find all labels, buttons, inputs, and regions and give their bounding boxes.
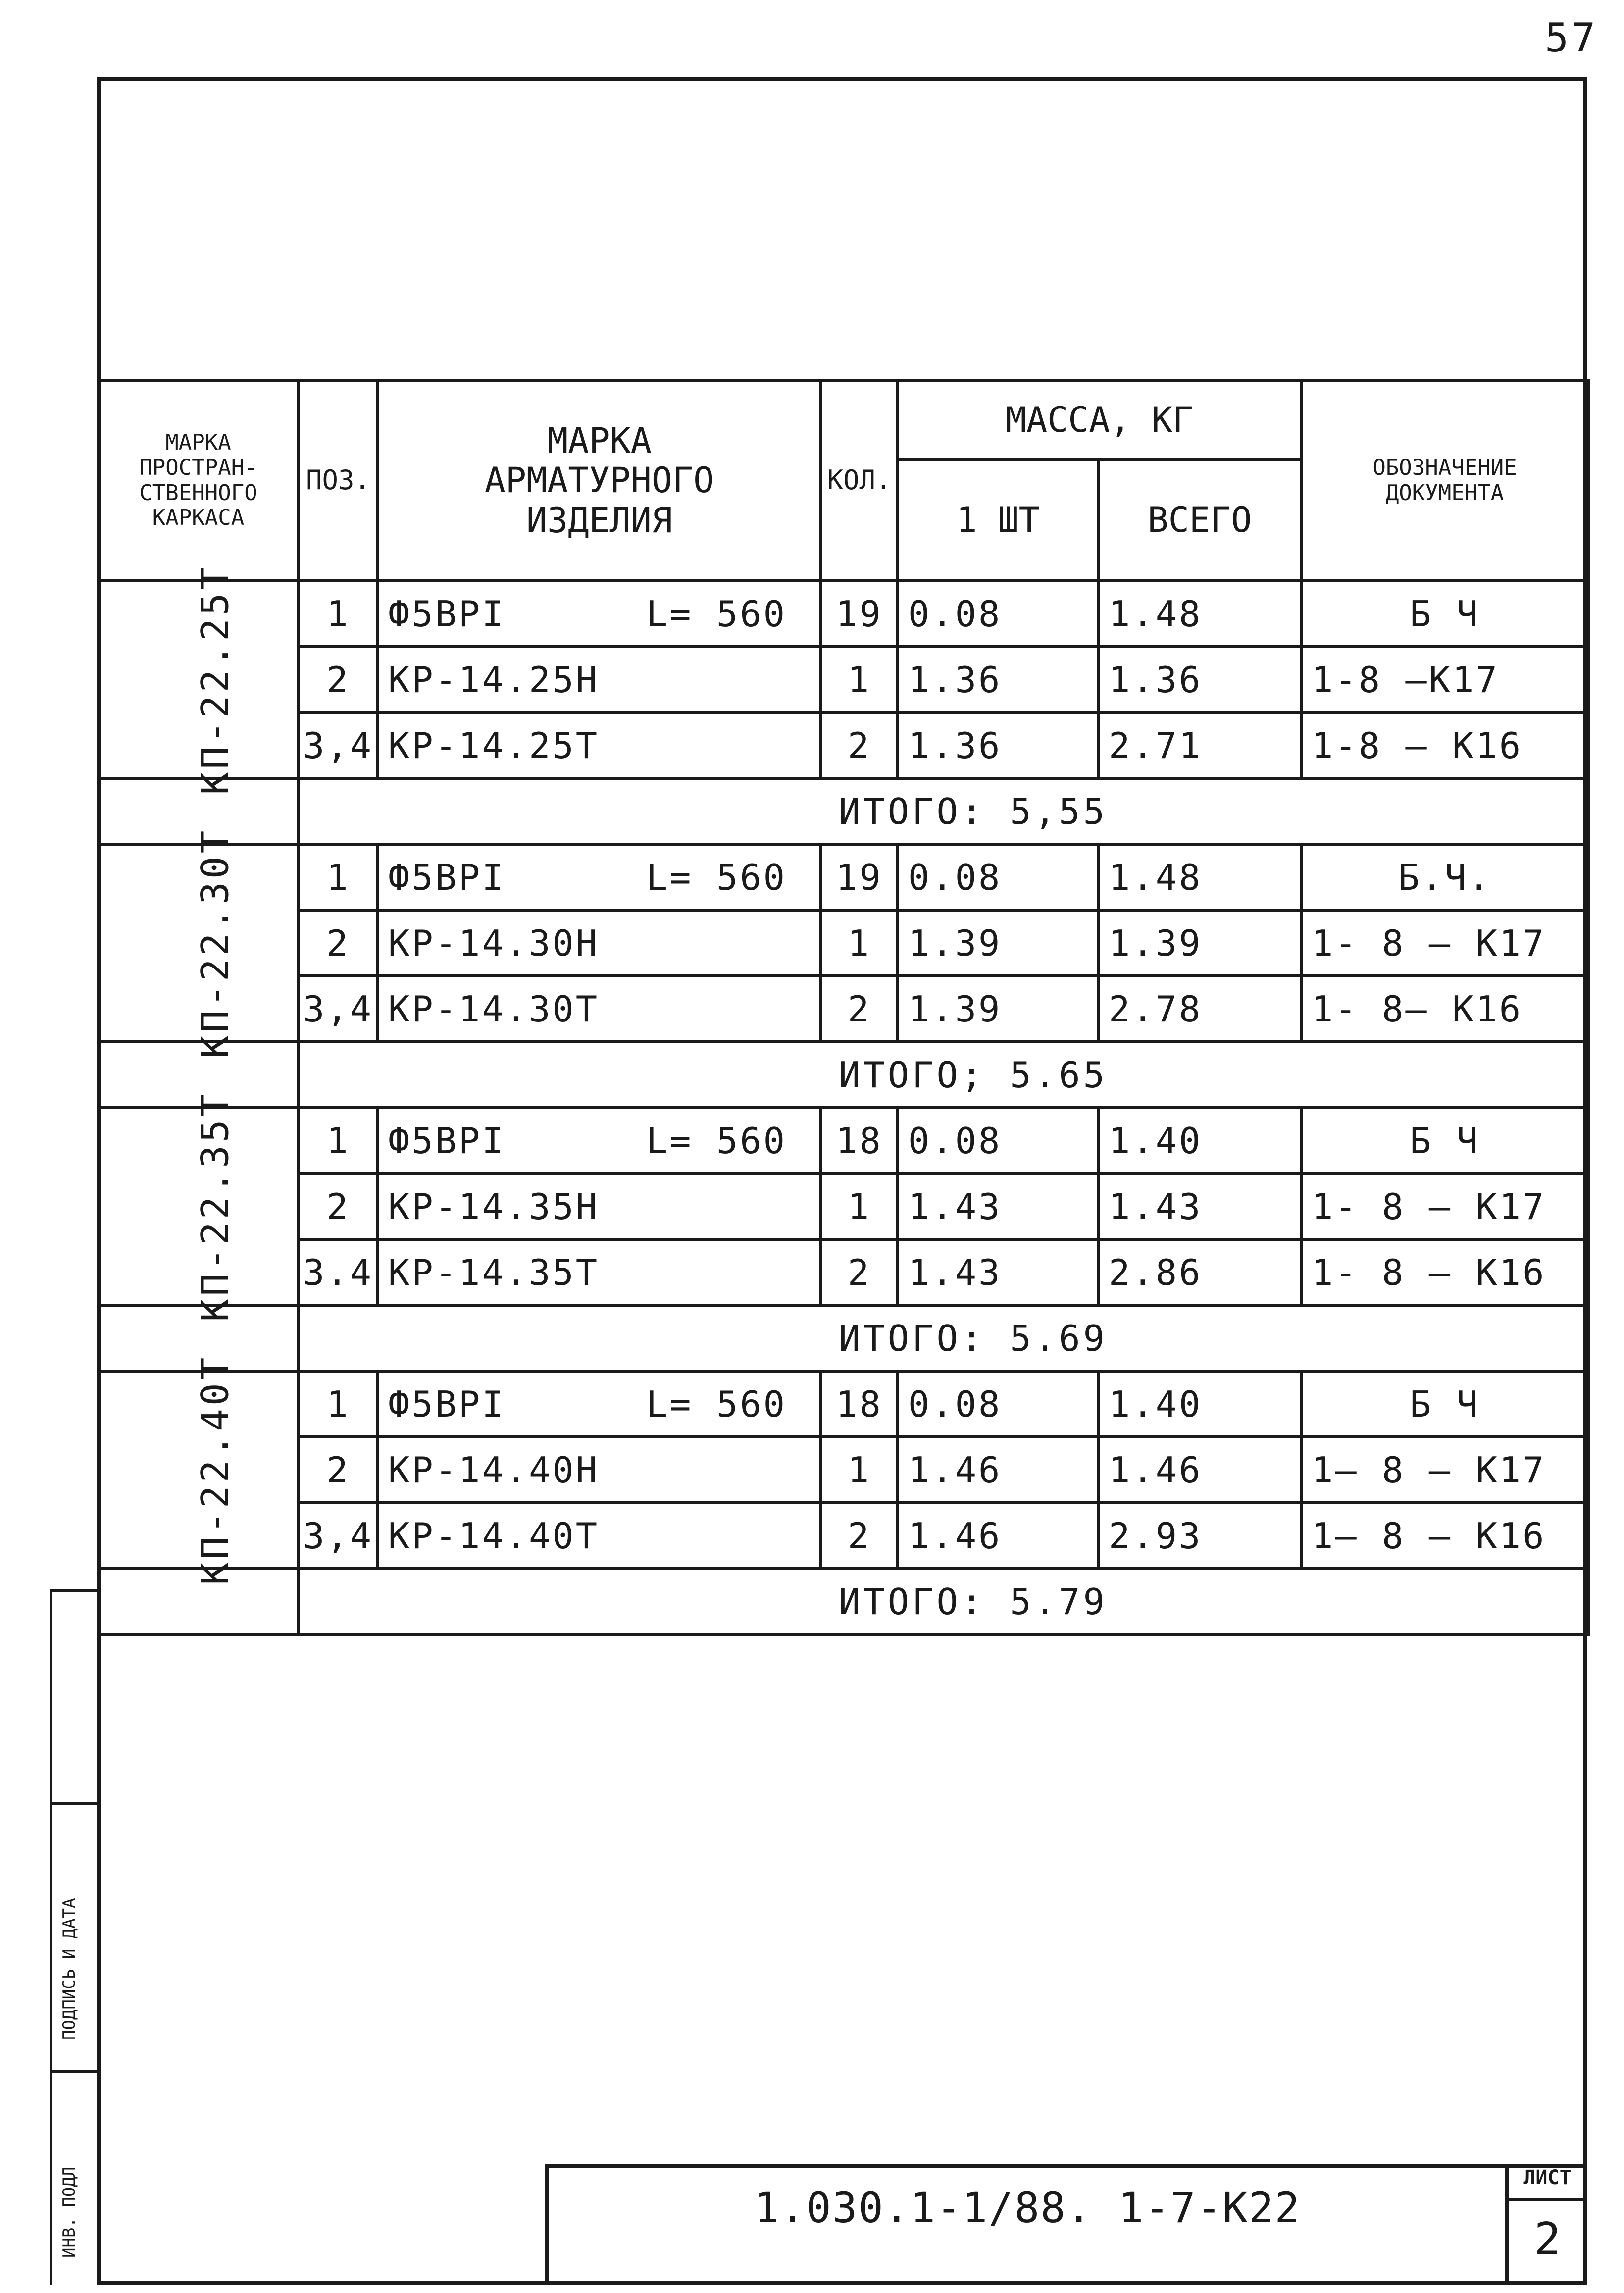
cell-doc: 1-8 — К16 [1301, 713, 1588, 778]
group-total: ИТОГО: 5.69 [299, 1305, 1588, 1371]
cell-pos: 2 [299, 1437, 378, 1503]
cell-qty: 2 [821, 1239, 898, 1305]
group-total: ИТОГО: 5.79 [299, 1569, 1588, 1634]
cell-doc: Б Ч [1301, 1108, 1588, 1173]
cell-unit-mass: 1.46 [898, 1437, 1098, 1503]
total-row [98, 1042, 1588, 1108]
cell-total-mass: 1.40 [1098, 1371, 1301, 1437]
header-document-text: ОБОЗНАЧЕНИЕ ДОКУМЕНТА [1372, 455, 1517, 506]
cell-qty: 2 [821, 1503, 898, 1569]
group-mark-cell [98, 827, 299, 1059]
cell-item: Ф5ВРI L= 560 [378, 1108, 821, 1173]
cell-qty: 19 [821, 844, 898, 910]
cell-pos: 3,4 [299, 713, 378, 778]
header-frame-mark [98, 380, 299, 581]
cell-total-mass: 1.40 [1098, 1108, 1301, 1173]
cell-pos: 1 [299, 1371, 378, 1437]
total-row [98, 1569, 1588, 1634]
total-row [98, 1305, 1588, 1371]
cell-pos: 1 [299, 1108, 378, 1173]
cell-item: Ф5ВРI L= 560 [378, 581, 821, 647]
cell-total-mass: 1.46 [1098, 1437, 1301, 1503]
table-row [98, 910, 1588, 976]
cell-item: КР-14.30Н [378, 910, 821, 976]
cell-pos: 1 [299, 844, 378, 910]
header-mass-total: ВСЕГО [1098, 459, 1301, 581]
page-number: 57 [1545, 15, 1599, 61]
cell-doc: 1- 8 — К17 [1301, 1173, 1588, 1239]
cell-qty: 1 [821, 1173, 898, 1239]
table-row [98, 581, 1588, 647]
cell-doc: 1- 8 — К17 [1301, 910, 1588, 976]
cell-total-mass: 1.48 [1098, 581, 1301, 647]
table-row [98, 844, 1588, 910]
header-document [1301, 380, 1588, 581]
margin-line-lower [50, 2070, 99, 2073]
group-total: ИТОГО: 5,55 [299, 778, 1588, 844]
specification-table [97, 379, 1590, 1636]
cell-total-mass: 2.86 [1098, 1239, 1301, 1305]
cell-doc: Б Ч [1301, 1371, 1588, 1437]
cell-qty: 2 [821, 713, 898, 778]
table-row [98, 1239, 1588, 1305]
cell-item: КР-14.30Т [378, 976, 821, 1042]
margin-line-outer [50, 1589, 52, 2285]
cell-qty: 2 [821, 976, 898, 1042]
cell-total-mass: 1.39 [1098, 910, 1301, 976]
cell-pos: 2 [299, 1173, 378, 1239]
cell-unit-mass: 1.43 [898, 1173, 1098, 1239]
cell-doc: Б Ч [1301, 581, 1588, 647]
cell-qty: 1 [821, 910, 898, 976]
document-code: 1.030.1-1/88. 1-7-К22 [754, 2184, 1301, 2232]
cell-qty: 19 [821, 581, 898, 647]
header-mass-unit: 1 ШТ [898, 459, 1098, 581]
cell-item: КР-14.35Н [378, 1173, 821, 1239]
cell-item: Ф5ВРI L= 560 [378, 844, 821, 910]
cell-doc: Б.Ч. [1301, 844, 1588, 910]
group-mark: КП-22.30Т [193, 827, 237, 1059]
cell-unit-mass: 1.39 [898, 910, 1098, 976]
inventory-label: ИНВ. ПОДЛ [59, 2166, 79, 2258]
cell-pos: 3,4 [299, 976, 378, 1042]
cell-pos: 1 [299, 581, 378, 647]
cell-item: КР-14.25Н [378, 647, 821, 713]
cell-pos: 2 [299, 910, 378, 976]
cell-unit-mass: 1.46 [898, 1503, 1098, 1569]
cell-total-mass: 2.93 [1098, 1503, 1301, 1569]
sheet-label: ЛИСТ [1523, 2166, 1572, 2189]
header-item-mark-text: МАРКА АРМАТУРНОГО ИЗДЕЛИЯ [484, 420, 714, 541]
cell-item: КР-14.25Т [378, 713, 821, 778]
cell-doc: 1— 8 — К16 [1301, 1503, 1588, 1569]
table-row [98, 1108, 1588, 1173]
group-mark-cell [98, 564, 299, 795]
cell-total-mass: 2.78 [1098, 976, 1301, 1042]
header-frame-mark-text: МАРКА ПРОСТРАН- СТВЕННОГО КАРКАСА [139, 430, 257, 531]
cell-qty: 18 [821, 1371, 898, 1437]
cell-pos: 3.4 [299, 1239, 378, 1305]
cell-unit-mass: 1.36 [898, 713, 1098, 778]
cell-unit-mass: 0.08 [898, 581, 1098, 647]
cell-doc: 1- 8 — К16 [1301, 1239, 1588, 1305]
cell-unit-mass: 1.39 [898, 976, 1098, 1042]
cell-qty: 18 [821, 1108, 898, 1173]
cell-item: КР-14.40Н [378, 1437, 821, 1503]
cell-doc: 1-8 —К17 [1301, 647, 1588, 713]
cell-total-mass: 1.48 [1098, 844, 1301, 910]
header-quantity: КОЛ. [821, 380, 898, 581]
cell-qty: 1 [821, 1437, 898, 1503]
group-mark: КП-22.35Т [193, 1091, 237, 1322]
table-row [98, 976, 1588, 1042]
table-row [98, 1173, 1588, 1239]
margin-line-top [50, 1589, 99, 1592]
table-row [98, 647, 1588, 713]
cell-total-mass: 1.43 [1098, 1173, 1301, 1239]
table-row [98, 1371, 1588, 1437]
header-item-mark [378, 380, 821, 581]
cell-unit-mass: 0.08 [898, 1371, 1098, 1437]
table-row [98, 1437, 1588, 1503]
margin-line-mid [50, 1802, 99, 1805]
table-row [98, 1503, 1588, 1569]
cell-unit-mass: 0.08 [898, 1108, 1098, 1173]
total-row [98, 778, 1588, 844]
cell-pos: 2 [299, 647, 378, 713]
cell-item: Ф5ВРI L= 560 [378, 1371, 821, 1437]
cell-total-mass: 2.71 [1098, 713, 1301, 778]
sheet-divider [1505, 2198, 1587, 2201]
header-position: ПОЗ. [299, 380, 378, 581]
cell-unit-mass: 1.36 [898, 647, 1098, 713]
signature-date-label: ПОДПИСЬ И ДАТА [59, 1898, 79, 2040]
group-mark-cell [98, 1091, 299, 1322]
table-row [98, 713, 1588, 778]
cell-unit-mass: 0.08 [898, 844, 1098, 910]
group-mark-cell [98, 1354, 299, 1585]
cell-qty: 1 [821, 647, 898, 713]
cell-pos: 3,4 [299, 1503, 378, 1569]
group-total: ИТОГО; 5.65 [299, 1042, 1588, 1108]
cell-doc: 1— 8 — К17 [1301, 1437, 1588, 1503]
sheet-number: 2 [1534, 2213, 1561, 2265]
cell-item: КР-14.35Т [378, 1239, 821, 1305]
cell-total-mass: 1.36 [1098, 647, 1301, 713]
header-mass: МАССА, КГ [898, 380, 1301, 459]
group-mark: КП-22.40Т [193, 1354, 237, 1585]
cell-unit-mass: 1.43 [898, 1239, 1098, 1305]
group-mark: КП-22.25Т [193, 564, 237, 795]
cell-item: КР-14.40Т [378, 1503, 821, 1569]
cell-doc: 1- 8— К16 [1301, 976, 1588, 1042]
